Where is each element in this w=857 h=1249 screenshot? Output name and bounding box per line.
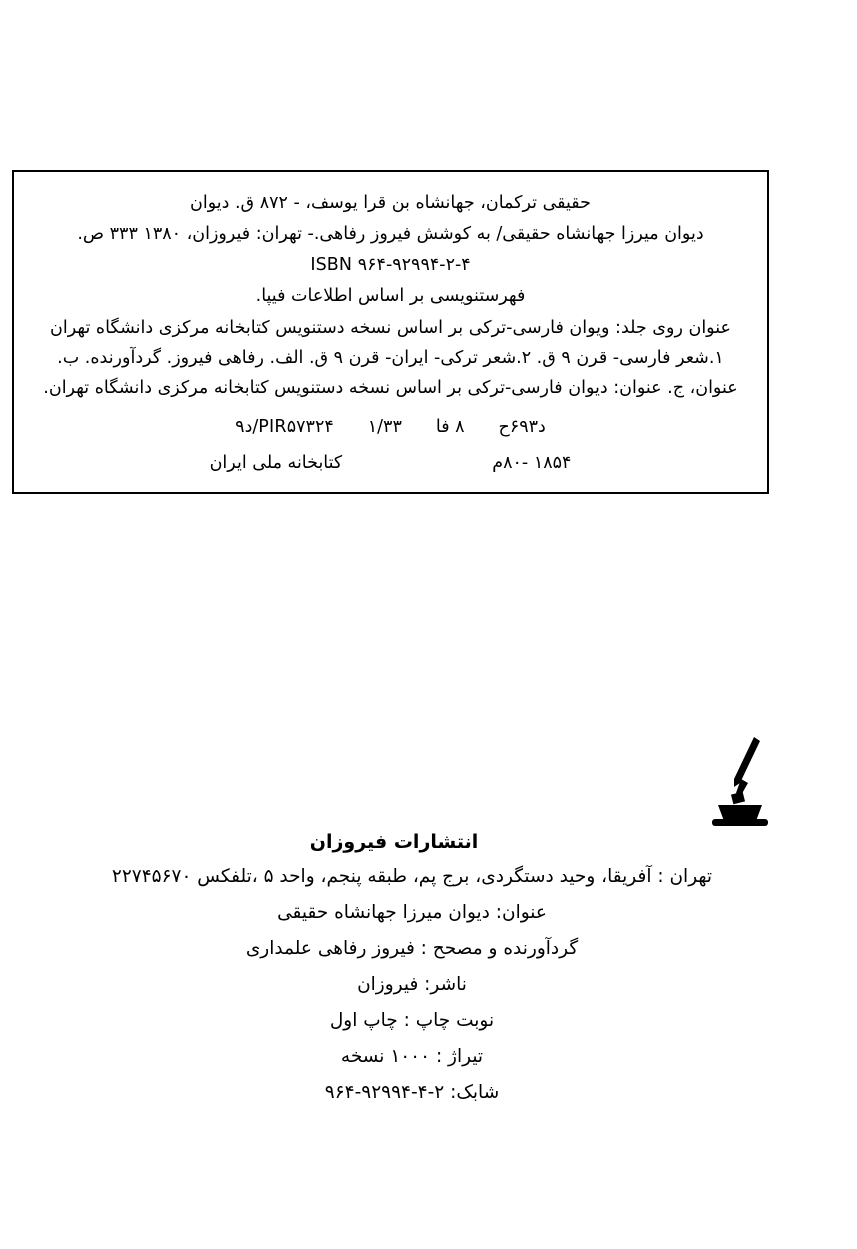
cip-classification-segment-two: ۱/۳۳ — [367, 416, 402, 437]
cip-classification-row — [36, 413, 745, 443]
colophon-line-print-run: تیراژ : ۱۰۰۰ نسخه — [340, 1046, 484, 1068]
cip-line-title-imprint: دیوان میرزا جهانشاه حقیقی/ به کوشش فیروز رفاهی.- تهران: فیروزان، ۱۳۸۰ ۳۳۳ ص. — [77, 224, 704, 245]
publisher-name: انتشارات فیروزان — [309, 831, 479, 853]
pen-inkwell-logo-icon — [696, 735, 782, 827]
cip-line-cataloguing-basis: فهرستنویسی بر اساس اطلاعات فیپا. — [255, 286, 526, 307]
publisher-logo-wrap — [12, 735, 812, 827]
cip-line-isbn: ISBN ۹۶۴-۹۲۹۹۴-۲-۴ — [310, 255, 471, 276]
cip-classification-segment-four: د۶۹۳ح — [498, 416, 546, 437]
cip-line-subjects: ۱.شعر فارسی- قرن ۹ ق. ۲.شعر ترکی- ایران- قرن ۹ ق. الف. رفاهی فیروز. گردآورنده. ب. عنوان، ج. عنوان: دیوان فارسی-ترکی بر اساس نسخه دستنویس کتابخانه مرکزی دانشگاه تهران. — [43, 347, 738, 398]
colophon-line-editor: گردآورنده و مصحح : فیروز رفاهی علمداری — [245, 938, 579, 960]
colophon-lines — [12, 859, 812, 1111]
cip-record-number: ۱۸۵۴ -۸۰م — [492, 452, 572, 473]
cip-record-box — [12, 170, 769, 494]
cip-line-cover-title: عنوان روی جلد: ویوان فارسی-ترکی بر اساس نسخه دستنویس کتابخانه مرکزی دانشگاه تهران — [50, 317, 731, 338]
cip-library-name: کتابخانه ملی ایران — [209, 452, 343, 473]
cip-classification-segment-three: ۸ فا — [435, 416, 465, 437]
colophon-line-title: عنوان: دیوان میرزا جهانشاه حقیقی — [277, 902, 547, 924]
colophon-block — [12, 735, 812, 1111]
colophon-line-edition: نوبت چاپ : چاپ اول — [329, 1010, 495, 1032]
colophon-line-address: تهران : آفریقا، وحید دستگردی، برج پم، طبقه پنجم، واحد ۵ ،تلفکس ۲۲۷۴۵۶۷۰ — [111, 866, 713, 887]
cip-footer-row — [36, 449, 745, 479]
cip-line-author: حقیقی ترکمان، جهانشاه بن قرا یوسف، - ۸۷۲ ق. دیوان — [190, 193, 591, 213]
colophon-line-isbn: شابک: ۲-۴-۹۲۹۹۴-۹۶۴ — [324, 1082, 500, 1104]
cip-call-number: PIR۵۷۳۲۴/د۹ — [235, 416, 334, 437]
colophon-line-publisher: ناشر: فیروزان — [357, 974, 467, 996]
